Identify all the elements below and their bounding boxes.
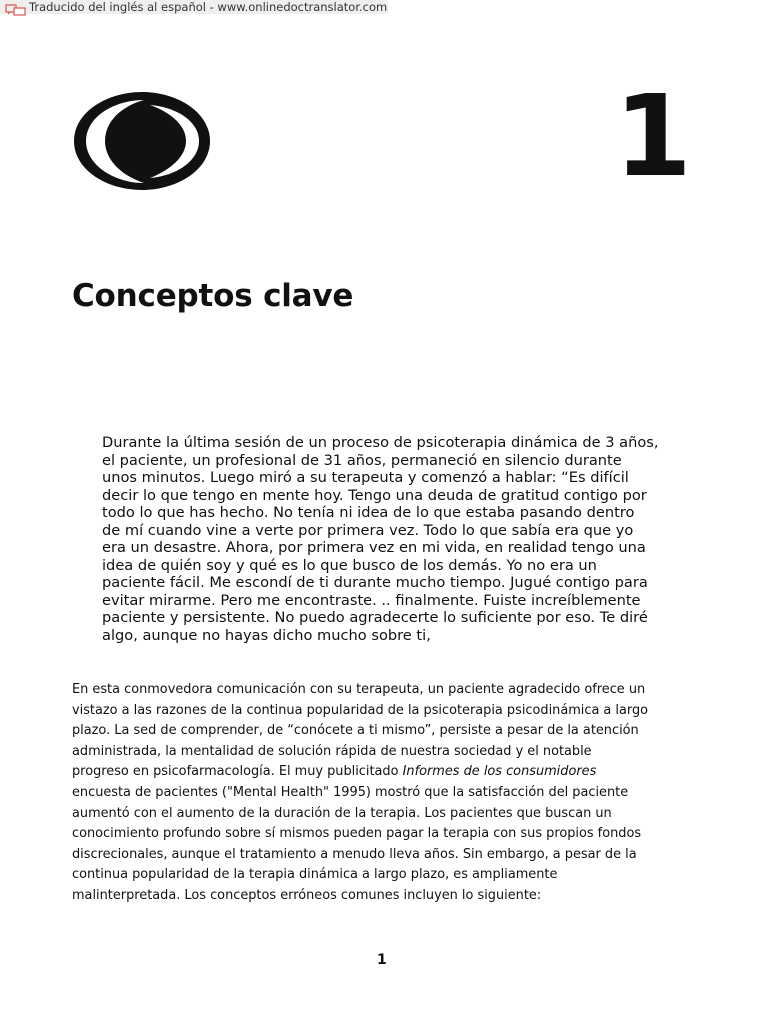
chapter-title: Conceptos clave <box>72 278 354 314</box>
body-line: plazo. La sed de comprender, de “conócete a ti mismo”, persiste a pesar de la atención <box>72 723 639 739</box>
opening-quote <box>102 434 702 644</box>
body-line: continua popularidad de la terapia dinámica a largo plazo, es ampliamente <box>72 867 558 883</box>
translation-banner[interactable] <box>0 0 388 14</box>
quote-line: paciente fácil. Me escondí de ti durante mucho tiempo. Jugué contigo para <box>102 574 648 591</box>
quote-line: el paciente, un profesional de 31 años, permaneció en silencio durante <box>102 451 622 469</box>
translate-icon <box>5 1 27 13</box>
quote-line: paciente y persistente. No puedo agradecerte lo suficiente por eso. Te diré <box>102 609 648 626</box>
body-line: aumentó con el aumento de la duración de la terapia. Los pacientes que buscan un <box>72 805 612 821</box>
body-line: administrada, la mentalidad de solución rápida de nuestra sociedad y el notable <box>72 743 592 759</box>
body-line: En esta conmovedora comunicación con su terapeuta, un paciente agradecido ofrece un <box>72 682 646 697</box>
quote-line: unos minutos. Luego miró a su terapeuta y comenzó a hablar: “Es difícil <box>102 469 629 486</box>
quote-line: de mí cuando vine a verte por primera vez. Todo lo que sabía era que yo <box>102 521 634 539</box>
body-line: encuesta de pacientes ("Mental Health" 1995) mostró que la satisfacción del paciente <box>72 784 629 800</box>
body-line: discrecionales, aunque el tratamiento a menudo lleva años. Sin embargo, a pesar de la <box>72 846 637 862</box>
publication-title: Informes de los consumidores <box>402 764 597 780</box>
body-paragraph <box>72 680 712 907</box>
quote-line: era un desastre. Ahora, por primera vez en mi vida, en realidad tengo una <box>102 539 646 556</box>
quote-line: algo, aunque no hayas dicho mucho sobre ti, <box>102 626 431 644</box>
quote-line: todo lo que has hecho. No tenía ni idea de lo que estaba pasando dentro <box>102 504 635 521</box>
body-line: vistazo a las razones de la continua popularidad de la psicoterapia psicodinámica a largo <box>72 702 649 718</box>
quote-line: evitar mirarme. Pero me encontraste. .. finalmente. Fuiste increíblemente <box>102 591 641 609</box>
quote-line: Durante la última sesión de un proceso de psicoterapia dinámica de 3 años, <box>102 434 659 451</box>
body-line: conocimiento profundo sobre sí mismos pueden pagar la terapia con sus propios fondos <box>72 826 642 842</box>
body-line: malinterpretada. Los conceptos erróneos comunes incluyen lo siguiente: <box>72 887 542 903</box>
body-line <box>72 762 712 783</box>
banner-text[interactable]: Traducido del inglés al español - www.onlinedoctranslator.com <box>29 0 388 14</box>
concentric-ellipse-logo <box>72 90 212 192</box>
page-number: 1 <box>377 952 387 968</box>
body-line-start: progreso en psicofarmacología. El muy publicitado <box>72 764 403 780</box>
quote-line: idea de quién soy y qué es lo que busco de los demás. Yo no era un <box>102 556 597 574</box>
quote-line: decir lo que tengo en mente hoy. Tengo una deuda de gratitud contigo por <box>102 486 647 504</box>
chapter-number: 1 <box>614 72 692 202</box>
